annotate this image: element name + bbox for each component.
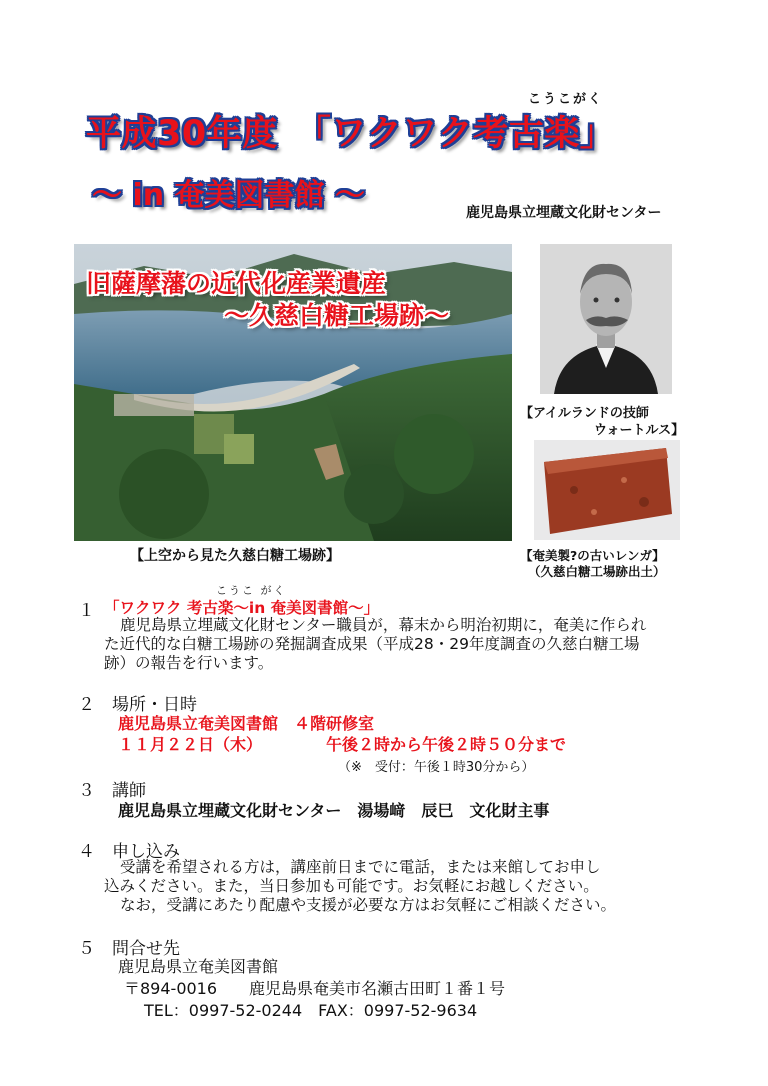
section-1-body-line: 鹿児島県立埋蔵文化財センター職員が，幕末から明治初期に，奄美に作られ [120,616,647,634]
contact-address: 〒894-0016 鹿児島県奄美市名瀬古田町１番１号 [124,979,506,998]
portrait-caption-line1: 【アイルランドの技師 [520,406,649,421]
section-1-ruby: こうこ がく [216,584,287,597]
section-1-body-line: た近代的な白糖工場跡の発掘調査成果（平成28・29年度調査の久慈白糖工場 [104,635,640,653]
brick-caption-line2: （久慈白糖工場跡出土） [528,564,666,579]
contact-phone-fax: TEL：0997-52-0244 FAX：0997-52-9634 [144,1001,478,1020]
section-5-title: 問合せ先 [112,939,180,959]
venue: 鹿児島県立奄美図書館 ４階研修室 [118,714,375,733]
section-4-title: 申し込み [112,842,180,862]
section-4-body-line: なお，受講にあたり配慮や支援が必要な方はお気軽にご相談ください。 [120,896,617,914]
photo-heading-line1: 旧薩摩藩の近代化産業遺産 [86,269,387,298]
section-3-number: ３ [78,781,95,801]
event-time: 午後２時から午後２時５０分まで [326,735,567,754]
section-2-number: ２ [78,695,95,715]
section-4-body-line: 受講を希望される方は，講座前日までに電話，または来館してお申し [120,858,601,876]
section-4-body-line: 込みください。また，当日参加も可能です。お気軽にお越しください。 [104,877,599,895]
section-1-body [104,616,646,673]
brick-caption-line1: 【奄美製?の古いレンガ】 [520,548,665,563]
event-date: １１月２２日（木） [118,735,263,754]
brick-photo [534,440,680,540]
section-1-title: 「ワクワク 考古楽～in 奄美図書館～」 [104,599,380,617]
page-title: 平成30年度 「ワクワク考古楽」 [86,114,616,154]
contact-info [118,956,505,1022]
section-4-number: ４ [78,842,95,862]
section-1-body-line: 跡）の報告を行います。 [104,654,274,672]
section-5-number: ５ [78,939,95,959]
section-2-title: 場所・日時 [112,695,197,715]
aerial-photo-caption: 【上空から見た久慈白糖工場跡】 [130,548,340,564]
section-1-number: １ [78,601,95,621]
portrait-caption-line2: ウォートルス】 [594,423,685,438]
lecturer: 鹿児島県立埋蔵文化財センター 湯場﨑 辰巳 文化財主事 [118,801,550,820]
page-subtitle: ～ in 奄美図書館 ～ [92,178,365,213]
portrait-photo [540,244,672,394]
contact-name: 鹿児島県立奄美図書館 [118,957,279,976]
organizer: 鹿児島県立埋蔵文化財センター [466,205,662,221]
section-4-body [104,858,616,915]
section-3-title: 講師 [112,781,146,801]
title-ruby: こうこがく [528,92,604,107]
reception-note: （※ 受付：午後１時30分から） [338,760,535,775]
photo-heading-line2: ～久慈白糖工場跡～ [224,301,450,330]
